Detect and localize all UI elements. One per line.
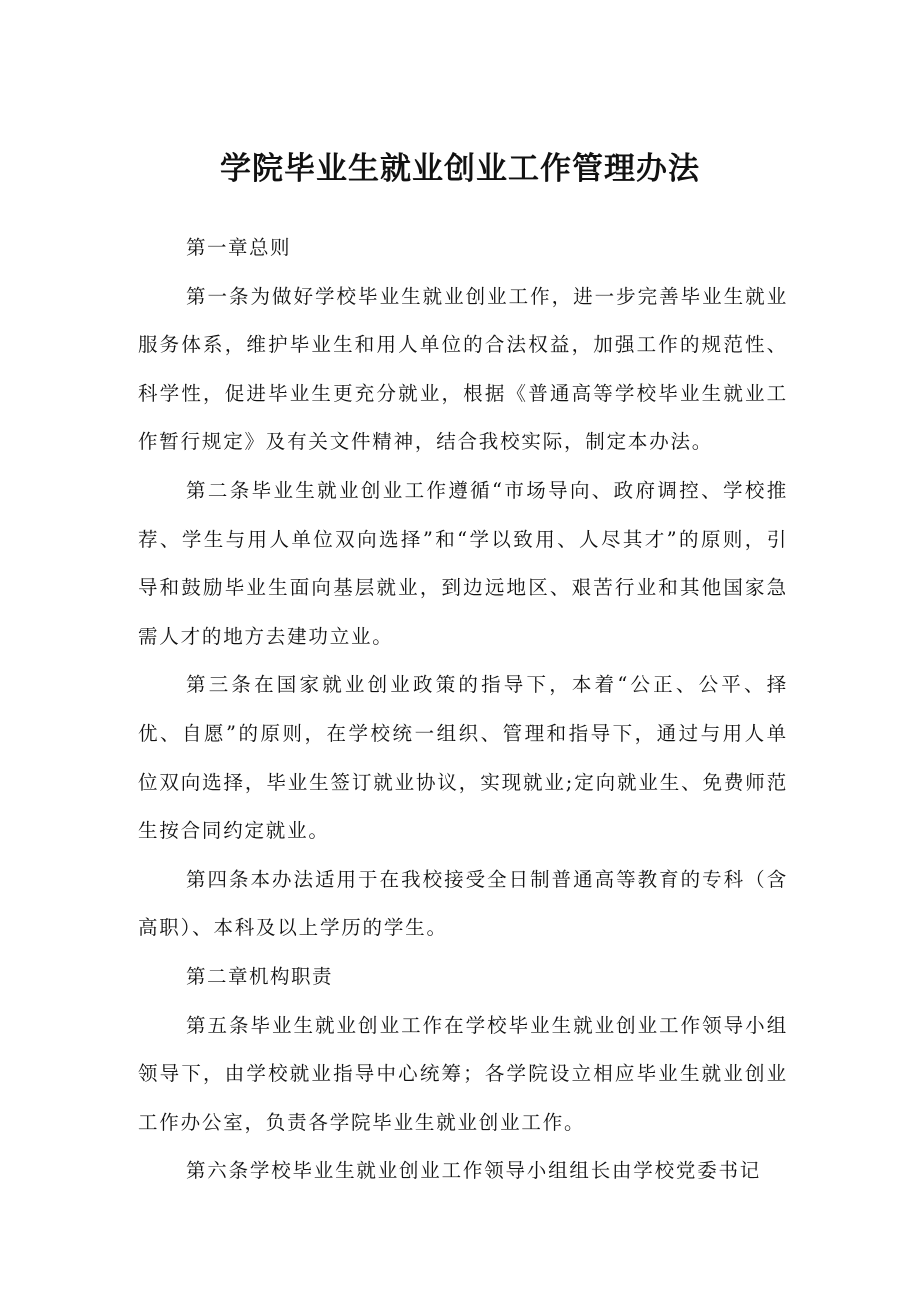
article-2: 第二条毕业生就业创业工作遵循“市场导向、政府调控、学校推荐、学生与用人单位双向选择”和“学以致用、人尽其才”的原则，引导和鼓励毕业生面向基层就业，到边远地区、艰苦行业和其他国家急需人才的地方去建功立业。 xyxy=(138,478,788,648)
article-5: 第五条毕业生就业创业工作在学校毕业生就业创业工作领导小组领导下，由学校就业指导中心统筹；各学院设立相应毕业生就业创业工作办公室，负责各学院毕业生就业创业工作。 xyxy=(138,1013,788,1134)
chapter-heading-1: 第一章总则 xyxy=(186,236,292,259)
chapter-heading-2: 第二章机构职责 xyxy=(186,964,334,988)
document-body xyxy=(138,224,788,1196)
article-3: 第三条在国家就业创业政策的指导下，本着“公正、公平、择优、自愿”的原则，在学校统一组织、管理和指导下，通过与用人单位双向选择，毕业生签订就业协议，实现就业;定向就业生、免费师范生按合同约定就业。 xyxy=(138,673,788,843)
article-1: 第一条为做好学校毕业生就业创业工作，进一步完善毕业生就业服务体系，维护毕业生和用人单位的合法权益，加强工作的规范性、科学性，促进毕业生更充分就业，根据《普通高等学校毕业生就业工作暂行规定》及有关文件精神，结合我校实际，制定本办法。 xyxy=(138,284,788,454)
article-6: 第六条学校毕业生就业创业工作领导小组组长由学校党委书记 xyxy=(186,1159,762,1183)
document-title: 学院毕业生就业创业工作管理办法 xyxy=(220,151,700,187)
article-4: 第四条本办法适用于在我校接受全日制普通高等教育的专科（含高职）、本科及以上学历的学生。 xyxy=(138,867,788,940)
